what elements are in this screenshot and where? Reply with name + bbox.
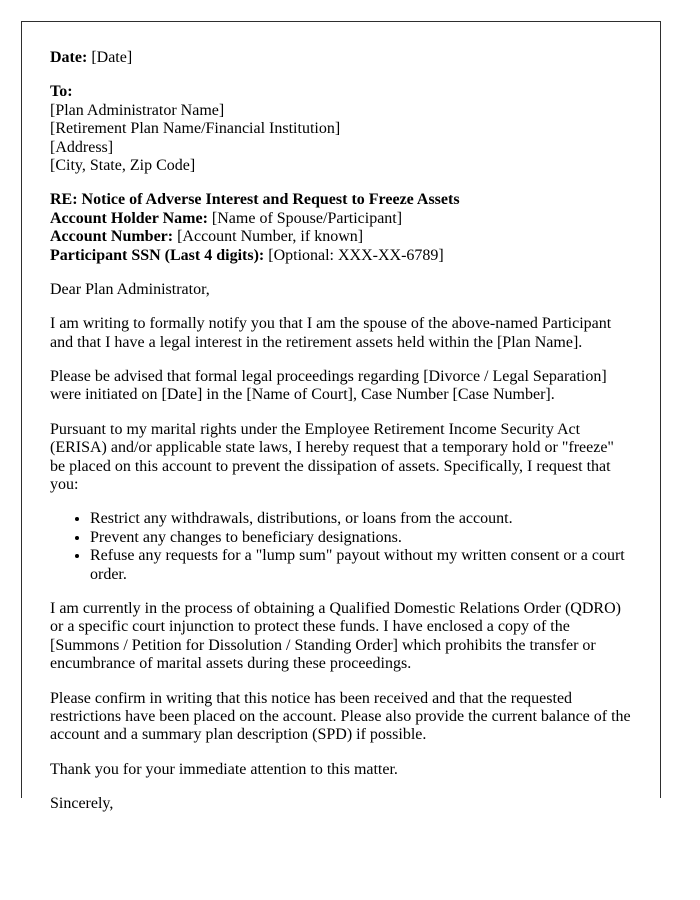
date-label: Date: bbox=[50, 49, 88, 66]
participant-ssn-value: [Optional: XXX-XX-6789] bbox=[268, 246, 444, 264]
account-number-line bbox=[50, 228, 632, 246]
body-paragraph-erisa-request: Pursuant to my marital rights under the Employee Retirement Income Security Act (ERISA) and/or applicable state laws, I hereby request that a temporary hold or "freeze" be placed on this account to prevent the dissipation of assets. Specifically, I request that you: bbox=[50, 420, 614, 494]
account-holder-value: [Name of Spouse/Participant] bbox=[211, 209, 403, 227]
participant-ssn-line bbox=[50, 247, 632, 265]
recipient-line-address: [Address] bbox=[50, 138, 114, 156]
account-holder-line bbox=[50, 210, 632, 228]
body-paragraph-qdro: I am currently in the process of obtaining a Qualified Domestic Relations Order (QDRO) or a specific court injunction to protect these funds. I have enclosed a copy of the [Summons / Petition for Dissolution / Standing Order] which prohibits the transfer or encumbrance of marital assets during these proceedings. bbox=[50, 599, 621, 673]
re-line: RE: Notice of Adverse Interest and Request to Freeze Assets bbox=[50, 191, 460, 209]
account-number-value: [Account Number, if known] bbox=[177, 228, 364, 246]
recipient-block bbox=[50, 83, 632, 175]
letter-document bbox=[21, 21, 661, 813]
body-paragraph-thanks: Thank you for your immediate attention to this matter. bbox=[50, 760, 398, 778]
bullet-item-refuse-lump-sum: • Refuse any requests for a "lump sum" payout without my written consent or a court order. bbox=[90, 547, 632, 584]
bullet-item-prevent-beneficiary-changes: • Prevent any changes to beneficiary designations. bbox=[90, 529, 632, 547]
body-paragraph-confirm: Please confirm in writing that this notice has been received and that the requested restrictions have been placed on the account. Please also provide the current balance of the account and a summary plan description (SPD) if possible. bbox=[50, 689, 631, 744]
salutation: Dear Plan Administrator, bbox=[50, 280, 210, 298]
to-label: To: bbox=[50, 83, 73, 101]
body-paragraph-proceedings: Please be advised that formal legal proceedings regarding [Divorce / Legal Separation] were initiated on [Date] in the [Name of Court], Case Number [Case Number]. bbox=[50, 368, 607, 404]
recipient-line-plan-administrator: [Plan Administrator Name] bbox=[50, 101, 225, 119]
account-number-label: Account Number: bbox=[50, 228, 174, 246]
signoff: Sincerely, bbox=[50, 795, 114, 813]
participant-ssn-label: Participant SSN (Last 4 digits): bbox=[50, 246, 265, 264]
request-bullet-list bbox=[50, 510, 632, 584]
recipient-line-plan-name: [Retirement Plan Name/Financial Institution] bbox=[50, 120, 341, 138]
date-line bbox=[50, 49, 632, 67]
recipient-line-city-state-zip: [City, State, Zip Code] bbox=[50, 156, 196, 174]
subject-block bbox=[50, 191, 632, 265]
body-paragraph-notify: I am writing to formally notify you that I am the spouse of the above-named Participant and that I have a legal interest in the retirement assets held within the [Plan Name]. bbox=[50, 315, 612, 351]
date-value: [Date] bbox=[91, 49, 133, 66]
account-holder-label: Account Holder Name: bbox=[50, 209, 208, 227]
bullet-item-restrict-withdrawals: • Restrict any withdrawals, distributions, or loans from the account. bbox=[90, 510, 632, 528]
